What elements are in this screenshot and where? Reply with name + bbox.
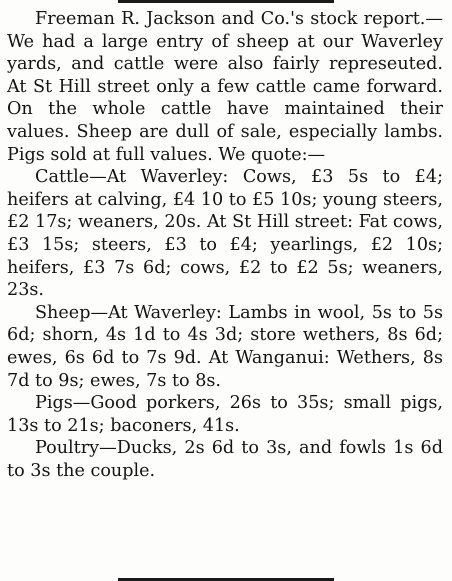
pigs-paragraph: Pigs—Good porkers, 26s to 35s; small pigs, 13s to 21s; baconers, 41s.	[7, 393, 443, 436]
intro-paragraph: Freeman R. Jackson and Co.'s stock report.—We had a large entry of sheep at our Waverley yards, and cattle were also fairly represeuted. At St Hill street only a few cattle came forward. On the whole cattle have maintained their values. Sheep are dull of sale, especially lambs. Pigs sold at full values. We quote:—	[7, 9, 443, 165]
top-column-rule	[118, 0, 334, 3]
poultry-paragraph: Poultry—Ducks, 2s 6d to 3s, and fowls 1s 6d to 3s the couple.	[7, 438, 443, 481]
stock-report-article	[7, 8, 443, 482]
cattle-paragraph: Cattle—At Waverley: Cows, £3 5s to £4; heifers at calving, £4 10 to £5 10s; young steers, £2 17s; weaners, 20s. At St Hill street: Fat cows, £3 15s; steers, £3 to £4; yearlings, £2 10s; heifers, £3 7s 6d; cows, £2 to £2 5s; weaners, 23s.	[7, 167, 443, 301]
sheep-paragraph: Sheep—At Waverley: Lambs in wool, 5s to 5s 6d; shorn, 4s 1d to 4s 3d; store wethers, 8s 6d; ewes, 6s 6d to 7s 9d. At Wanganui: Wethers, 8s 7d to 9s; ewes, 7s to 8s.	[7, 302, 443, 391]
